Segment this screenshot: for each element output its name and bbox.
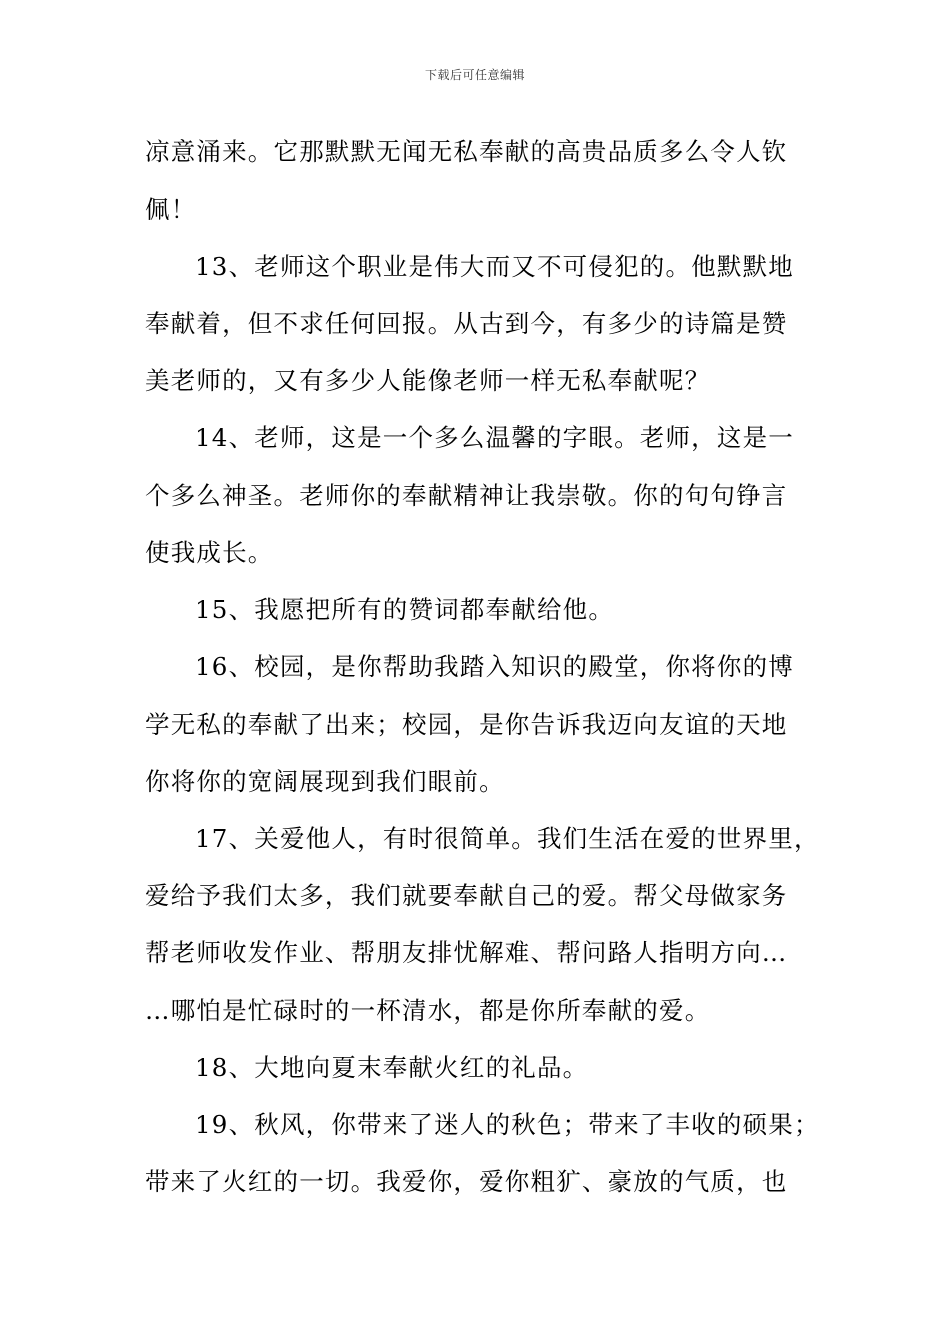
body-line: 你将你的宽阔展现到我们眼前。: [145, 767, 505, 796]
body-line: …哪怕是忙碌时的一杯清水，都是你所奉献的爱。: [145, 996, 711, 1025]
paragraph-start-line: 19、秋风，你带来了迷人的秋色；带来了丰收的硕果；: [195, 1110, 820, 1139]
body-line: 使我成长。: [145, 538, 274, 567]
paragraph-start-line: 16、校园，是你帮助我踏入知识的殿堂，你将你的博: [195, 652, 794, 681]
body-line: 佩！: [145, 195, 197, 224]
body-line: 带来了火红的一切。我爱你，爱你粗犷、豪放的气质，也: [145, 1167, 788, 1196]
body-line: 奉献着，但不求任何回报。从古到今，有多少的诗篇是赞: [145, 309, 788, 338]
paragraph-start-line: 17、关爱他人，有时很简单。我们生活在爱的世界里，: [195, 824, 820, 853]
body-line: 帮老师收发作业、帮朋友排忧解难、帮问路人指明方向…: [145, 938, 788, 967]
body-line: 学无私的奉献了出来；校园，是你告诉我迈向友谊的天地: [145, 710, 788, 739]
paragraph-start-line: 13、老师这个职业是伟大而又不可侵犯的。他默默地: [195, 252, 794, 281]
paragraph-start-line: 14、老师，这是一个多么温馨的字眼。老师，这是一: [195, 423, 794, 452]
body-line: 爱给予我们太多，我们就要奉献自己的爱。帮父母做家务: [145, 881, 788, 910]
page-header-note: 下载后可任意编辑: [424, 68, 525, 82]
body-line: 个多么神圣。老师你的奉献精神让我崇敬。你的句句铮言: [145, 481, 788, 510]
paragraph-start-line: 15、我愿把所有的赞词都奉献给他。: [195, 595, 615, 624]
body-line: 凉意涌来。它那默默无闻无私奉献的高贵品质多么令人钦: [145, 137, 788, 166]
body-line: 美老师的，又有多少人能像老师一样无私奉献呢？: [145, 366, 711, 395]
paragraph-start-line: 18、大地向夏末奉献火红的礼品。: [195, 1053, 589, 1082]
